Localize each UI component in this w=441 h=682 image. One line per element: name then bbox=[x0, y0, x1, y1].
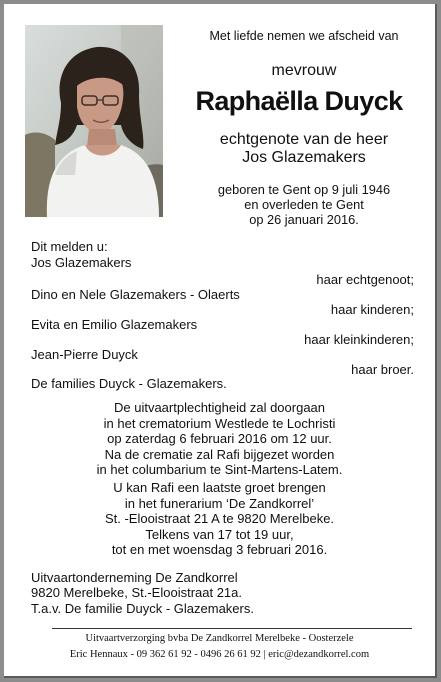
visitation-block bbox=[24, 480, 415, 558]
funeral-block bbox=[24, 400, 415, 478]
death-line: en overleden te Gent bbox=[244, 197, 364, 212]
undertaker-block bbox=[31, 570, 254, 616]
visitation-line: St. -Elooistraat 21 A te 9820 Merelbeke. bbox=[104, 511, 335, 526]
funeral-line: op zaterdag 6 februari 2016 om 12 uur. bbox=[107, 431, 332, 446]
funeral-line: in het crematorium Westlede te Lochristi bbox=[103, 415, 336, 431]
funeral-line: Na de crematie zal Rafi bijgezet worden bbox=[104, 446, 335, 462]
family-relation-3: haar kleinkinderen; bbox=[304, 332, 414, 347]
spouse-name: Jos Glazemakers bbox=[242, 149, 366, 166]
visitation-line: U kan Rafi een laatste groet brengen bbox=[113, 480, 326, 495]
funeral-line: De uitvaartplechtigheid zal doorgaan bbox=[113, 400, 326, 415]
intro-text: Met liefde nemen we afscheid van bbox=[209, 29, 399, 43]
death-date-line: op 26 januari 2016. bbox=[249, 212, 359, 227]
spouse-intro: echtgenote van de heer bbox=[219, 131, 389, 148]
family-names-3: Evita en Emilio Glazemakers bbox=[31, 317, 198, 332]
undertaker-line: 9820 Merelbeke, St.-Elooistraat 21a. bbox=[31, 585, 243, 601]
death-notice-card bbox=[4, 4, 437, 678]
family-relation-1: haar echtgenoot; bbox=[316, 272, 414, 287]
family-names-1: Jos Glazemakers bbox=[31, 255, 132, 270]
footer-contact: Eric Hennaux - 09 362 61 92 - 0496 26 61 92 | eric@dezandkorrel.com bbox=[69, 649, 370, 660]
dates-block bbox=[184, 182, 424, 227]
portrait-photo bbox=[25, 25, 163, 217]
family-names-4: Jean-Pierre Duyck bbox=[31, 347, 138, 362]
family-relation-4: haar broer. bbox=[351, 362, 414, 377]
family-closing: De families Duyck - Glazemakers. bbox=[31, 376, 227, 391]
birth-line: geboren te Gent op 9 juli 1946 bbox=[217, 182, 391, 197]
honorific: mevrouw bbox=[271, 62, 337, 79]
funeral-line: in het columbarium te Sint-Martens-Latem. bbox=[96, 462, 343, 477]
family-intro: Dit melden u: bbox=[31, 239, 108, 254]
footer-divider bbox=[52, 628, 412, 629]
family-relation-2: haar kinderen; bbox=[330, 302, 414, 317]
family-names-2: Dino en Nele Glazemakers - Olaerts bbox=[31, 287, 240, 302]
visitation-line: in het funerarium ‘De Zandkorrel’ bbox=[124, 495, 315, 511]
undertaker-line: T.a.v. De familie Duyck - Glazemakers. bbox=[31, 600, 254, 616]
footer-company: Uitvaartverzorging bvba De Zandkorrel Merelbeke - Oosterzele bbox=[85, 633, 354, 644]
visitation-line: tot en met woensdag 3 februari 2016. bbox=[111, 542, 328, 557]
undertaker-line: Uitvaartonderneming De Zandkorrel bbox=[31, 570, 238, 585]
visitation-line: Telkens van 17 tot 19 uur, bbox=[145, 526, 294, 542]
deceased-name: Raphaëlla Duyck bbox=[195, 86, 403, 116]
